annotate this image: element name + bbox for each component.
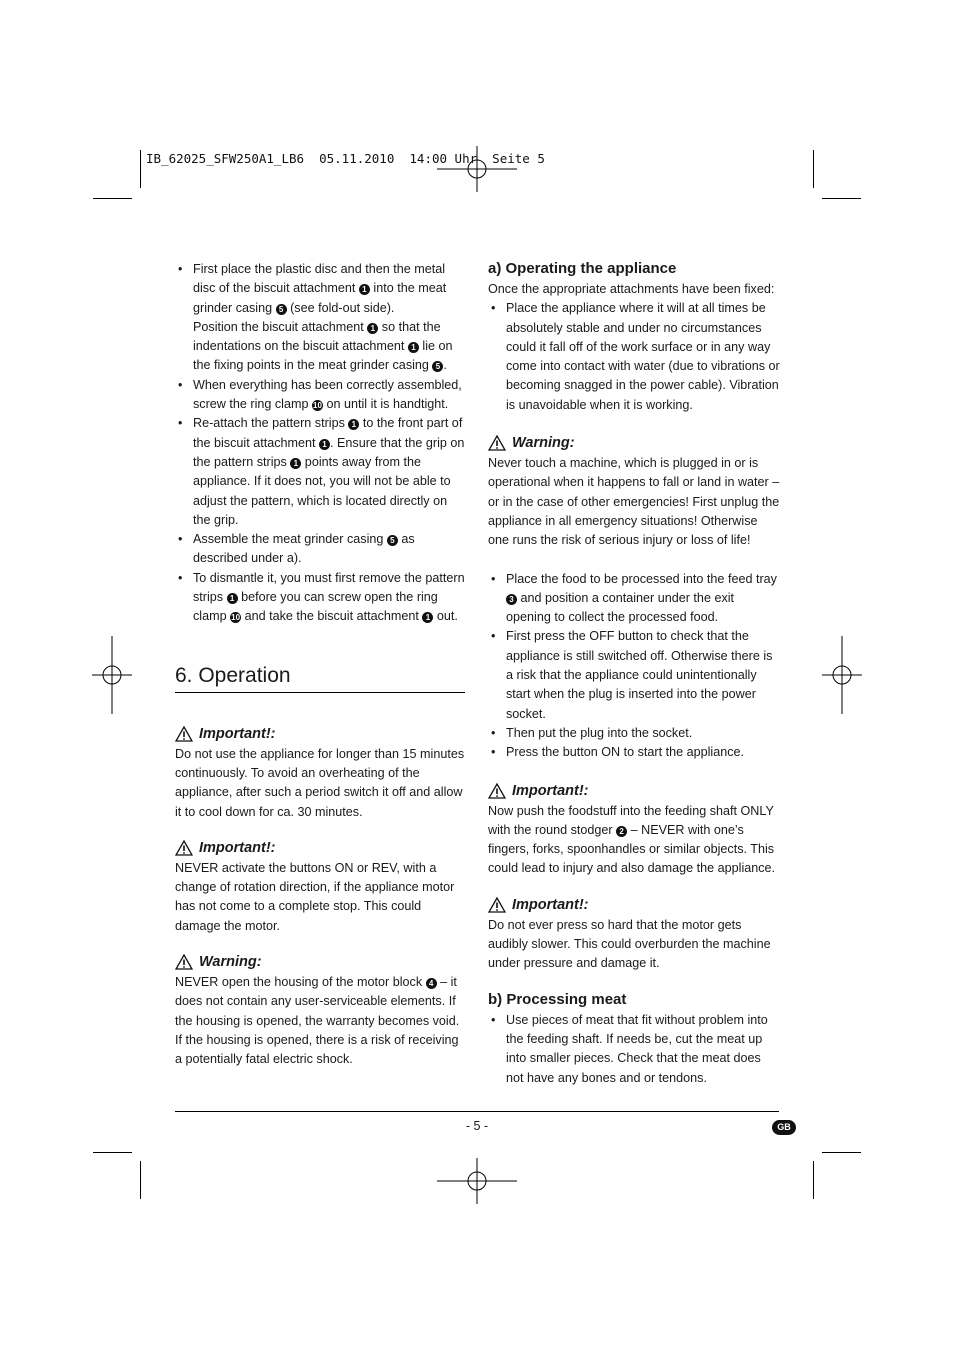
text-run: so that the indentations on the biscuit attachment [193, 319, 441, 354]
list-item [488, 743, 780, 762]
text-run: . [443, 358, 447, 373]
text-run: First press the OFF button to check that the appliance is still switched off. Otherwise there is a risk that the appliance could unintentionally start when the plug is inserted into the power socket. [506, 629, 773, 721]
part-number-badge: 1 [227, 593, 238, 604]
warning-text [175, 973, 465, 1069]
text-run: as described under a). [193, 532, 415, 566]
text-run: before you can screw open the ring clamp [193, 590, 438, 624]
list-item [175, 260, 465, 376]
warning-heading: Warning: [488, 432, 780, 454]
warning-heading: Warning: [175, 951, 465, 973]
important-text [488, 802, 780, 879]
warning-triangle-icon [175, 840, 193, 856]
list-item [175, 376, 465, 415]
text-run: Position the biscuit attachment [193, 319, 368, 334]
list-item [175, 530, 465, 569]
part-number-badge: 3 [506, 594, 517, 605]
registration-mark-left [92, 636, 132, 714]
crop-mark [813, 1161, 814, 1199]
text-run: and take the biscuit attachment [241, 609, 423, 624]
crop-mark [93, 1152, 132, 1153]
text-run: – it does not contain any user-serviceable elements. If the housing is opened, the warranty becomes void. If the housing is opened, there is a risk of receiving a potentially fatal electric shock. [175, 975, 460, 1067]
subsection-title: a) Operating the appliance [488, 260, 677, 277]
important-heading: Important!: [175, 837, 465, 859]
operation-steps-list [488, 570, 780, 763]
assembly-list [175, 260, 465, 627]
list-item [488, 724, 780, 743]
part-number-badge: 1 [367, 323, 378, 334]
text-run: Then put the plug into the socket. [506, 725, 693, 740]
crop-mark [822, 1152, 861, 1153]
warning-text: Never touch a machine, which is plugged in or is operational when it happens to fall or land in water – or in the case of other emergencies! First unplug the appliance in all emergency situations! Otherwise one runs the risk of serious injury or loss of life! [488, 456, 780, 548]
text-run: When everything has been correctly assembled, screw the ring clamp [193, 377, 462, 412]
crop-mark [140, 150, 141, 188]
text-run: into the meat grinder casing [193, 281, 447, 315]
crop-mark [93, 198, 132, 199]
warning-triangle-icon [488, 783, 506, 799]
list-item [488, 570, 780, 628]
text-run: To dismantle it, you must first remove the pattern strips [193, 570, 465, 605]
registration-mark-right [822, 636, 862, 714]
crop-mark [140, 1161, 141, 1199]
text-run: Place the appliance where it will at all times be absolutely stable and under no circumstances could it fall off of the work surface or in any way come into contact with water (due to vibrations or becoming snagged in the power cable). Vibration is unavoidable when it is working. [506, 301, 780, 412]
placement-list [488, 299, 780, 415]
part-number-badge: 10 [313, 401, 322, 411]
list-item [488, 299, 780, 415]
text-run: to the front part of the biscuit attachment [193, 416, 463, 450]
text-run: points away from the appliance. If it does not, you will not be able to adjust the pattern, which is located directly on the grip. [193, 454, 451, 527]
warning-triangle-icon [175, 726, 193, 742]
list-item [175, 569, 465, 627]
text-run: First place the plastic disc and then the metal disc of the biscuit attachment [193, 262, 446, 296]
left-column [175, 260, 465, 1070]
important-heading: Important!: [488, 894, 780, 916]
section-title: 6. Operation [175, 663, 291, 687]
crop-mark [813, 150, 814, 188]
part-number-badge: 1 [290, 458, 301, 469]
footer-rule [175, 1111, 779, 1112]
text-run: and position a container under the exit opening to collect the processed food. [506, 590, 735, 625]
subsection-title: b) Processing meat [488, 990, 627, 1008]
registration-mark-bottom [437, 1158, 517, 1204]
part-number-badge: 1 [348, 419, 359, 430]
text-run: Place the food to be processed into the feed tray [506, 571, 777, 586]
text-run: Press the button ON to start the appliance. [506, 745, 745, 760]
important-text: Do not use the appliance for longer than 15 minutes continuously. To avoid an overheating of the appliance, after such a period switch it off and allow it to cool down for ca. 30 minutes. [175, 746, 465, 819]
part-number-badge: 5 [387, 535, 398, 546]
list-item [488, 627, 780, 723]
list-item [175, 414, 465, 530]
part-number-badge: 4 [426, 978, 437, 989]
warning-triangle-icon [488, 897, 506, 913]
list-item [488, 1011, 780, 1088]
text-run: Use pieces of meat that fit without problem into the feeding shaft. If needs be, cut the meat up into smaller pieces. Check that the meat does not have any bones and or tendons. [506, 1012, 768, 1085]
part-number-badge: 1 [359, 284, 370, 295]
print-slug: IB_62025_SFW250A1_LB6 05.11.2010 14:00 Uhr Seite 5 [146, 151, 545, 166]
text-run: Re-attach the pattern strips [193, 416, 349, 431]
text-run: NEVER open the housing of the motor block [175, 975, 426, 990]
important-heading: Important!: [175, 723, 465, 745]
text-run: . Ensure that the grip on the pattern strips [193, 435, 465, 469]
right-column [488, 258, 780, 1088]
warning-triangle-icon [175, 954, 193, 970]
text-run: Assemble the meat grinder casing [193, 532, 387, 547]
part-number-badge: 1 [422, 612, 433, 623]
text-run: on until it is handtight. [322, 397, 449, 412]
text-run: lie on the fixing points in the meat grinder casing [193, 339, 453, 373]
important-text: Do not ever press so hard that the motor gets audibly slower. This could overburden the machine under pressure and damage it. [488, 917, 771, 971]
text-run: Now push the foodstuff into the feeding shaft ONLY with the round stodger [488, 803, 774, 837]
intro-text: Once the appropriate attachments have been fixed: [488, 282, 775, 296]
page-number: - 5 - [465, 1119, 489, 1133]
crop-mark [822, 198, 861, 199]
text-run: (see fold-out side). [286, 300, 395, 315]
warning-triangle-icon [488, 435, 506, 451]
important-heading: Important!: [488, 780, 780, 802]
part-number-badge: 10 [231, 613, 241, 623]
meat-processing-list [488, 1011, 780, 1088]
part-number-badge: 2 [616, 826, 627, 837]
part-number-badge: 5 [276, 304, 287, 315]
part-number-badge: 1 [319, 439, 330, 450]
important-text: NEVER activate the buttons ON or REV, with a change of rotation direction, if the appliance motor has not come to a complete stop. This could damage the motor. [175, 860, 455, 933]
text-run: out. [433, 609, 458, 624]
text-run: – NEVER with one’s fingers, forks, spoonhandles or similar objects. This could lead to injury and also damage the appliance. [488, 822, 776, 876]
part-number-badge: 5 [432, 361, 443, 372]
part-number-badge: 1 [408, 342, 419, 353]
language-badge: GB [772, 1120, 796, 1135]
